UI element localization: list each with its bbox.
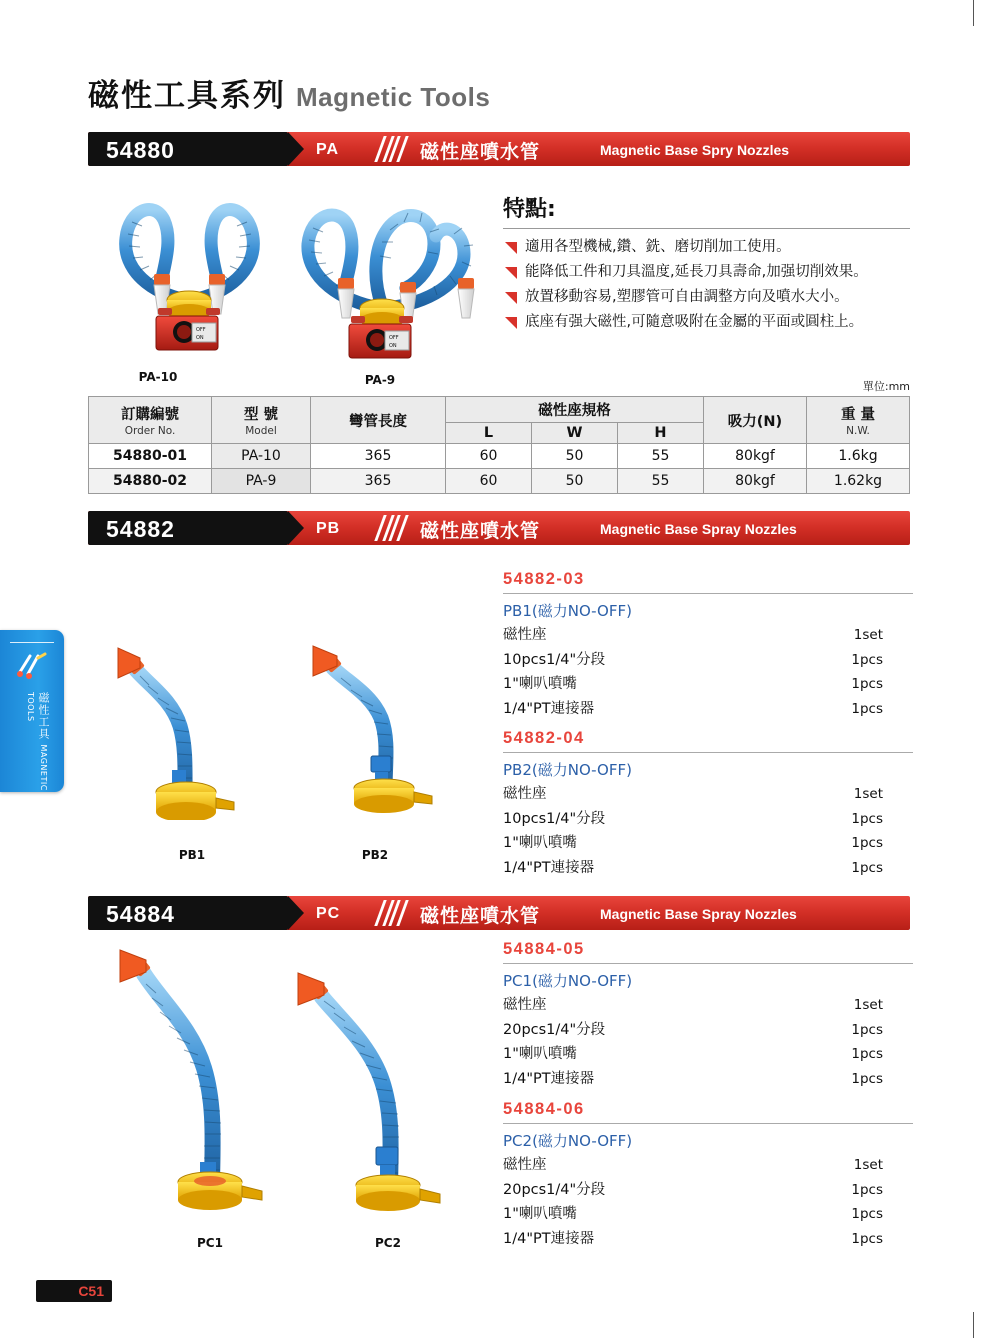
item-qty: 1pcs	[851, 651, 883, 668]
bullet-arrow-icon	[505, 242, 517, 254]
feature-text: 放置移動容易,塑膠管可自由調整方向及噴水大小。	[525, 289, 849, 305]
cell-weight: 1.62kg	[807, 469, 910, 494]
item-block-54882-03	[503, 570, 913, 721]
section-model: PC	[316, 905, 341, 922]
side-tab-magnetic-tools[interactable]	[0, 630, 64, 792]
section-code: 54882	[106, 516, 175, 542]
item-block-54884-05	[503, 940, 913, 1091]
item-block-54882-04	[503, 729, 913, 880]
item-label: 1"喇叭噴嘴	[503, 676, 577, 692]
spec-table	[88, 396, 910, 494]
item-label: 10pcs1/4"分段	[503, 810, 606, 827]
caption-pa9: PA-9	[364, 373, 396, 387]
section-code: 54880	[106, 137, 175, 163]
item-label: 磁性座	[503, 997, 547, 1013]
section-name-cn: 磁性座噴水管	[420, 520, 541, 542]
item-divider	[503, 593, 913, 594]
feature-text: 底座有强大磁性,可隨意吸附在金屬的平面或圓柱上。	[525, 314, 864, 330]
item-row	[503, 672, 913, 697]
item-label: 1"喇叭噴嘴	[503, 1046, 577, 1062]
item-label: 20pcs1/4"分段	[503, 1181, 606, 1198]
item-qty: 1set	[853, 1157, 883, 1173]
item-label: 磁性座	[503, 1157, 547, 1173]
section-name-en: Magnetic Base Spray Nozzles	[600, 521, 797, 537]
item-qty: 1pcs	[851, 1021, 883, 1038]
header-order-no	[89, 397, 212, 444]
feature-item	[503, 261, 913, 284]
cell-w: 50	[531, 469, 617, 494]
feature-item	[503, 311, 913, 334]
page-number-tag	[36, 1280, 112, 1302]
header-order-no-en: Order No.	[124, 425, 176, 437]
product-image-pb2	[285, 620, 445, 820]
item-row	[503, 1067, 913, 1092]
cell-h: 55	[617, 469, 703, 494]
header-model	[212, 397, 311, 444]
svg-text:ON: ON	[389, 343, 397, 349]
header-weight	[807, 397, 910, 444]
item-code: 54882-03	[503, 570, 585, 588]
feature-text: 適用各型機械,鑽、銑、磨切削加工使用。	[525, 239, 791, 255]
item-label: 磁性座	[503, 627, 547, 643]
features-list	[503, 236, 913, 336]
item-qty: 1pcs	[851, 676, 883, 692]
crop-mark-bottom-right	[973, 1312, 974, 1338]
item-qty: 1pcs	[851, 810, 883, 827]
item-qty: 1pcs	[851, 1206, 883, 1222]
table-row	[89, 469, 910, 494]
item-label: 1/4"PT連接器	[503, 700, 595, 717]
side-tab-divider	[10, 642, 54, 643]
item-qty: 1pcs	[851, 859, 883, 876]
header-force: 吸力(N)	[704, 397, 807, 444]
item-row	[503, 1227, 913, 1252]
item-label: 磁性座	[503, 786, 547, 802]
item-subtitle: PC2(磁力NO-OFF)	[503, 1132, 633, 1150]
caption-pc2: PC2	[375, 1236, 401, 1250]
svg-text:ON: ON	[196, 335, 204, 341]
product-image-pa9	[268, 182, 488, 362]
item-block-54884-06	[503, 1100, 913, 1251]
feature-item	[503, 236, 913, 259]
item-row	[503, 648, 913, 673]
item-divider	[503, 752, 913, 753]
cell-order-no: 54880-01	[89, 444, 212, 469]
item-label: 10pcs1/4"分段	[503, 651, 606, 668]
caption-pb2: PB2	[361, 848, 389, 862]
item-label: 1"喇叭噴嘴	[503, 1206, 577, 1222]
item-qty: 1pcs	[851, 835, 883, 851]
item-qty: 1set	[853, 786, 883, 802]
cell-force: 80kgf	[704, 469, 807, 494]
section-model: PA	[316, 141, 340, 158]
cell-order-no: 54880-02	[89, 469, 212, 494]
cell-l: 60	[446, 444, 532, 469]
chevron-right-icon	[393, 136, 406, 162]
item-row	[503, 623, 913, 648]
cell-l: 60	[446, 469, 532, 494]
item-qty: 1set	[853, 997, 883, 1013]
item-subtitle: PB1(磁力NO-OFF)	[503, 602, 632, 620]
item-row	[503, 1042, 913, 1067]
unit-note: 單位:mm	[862, 380, 910, 393]
item-code: 54884-05	[503, 940, 585, 958]
item-label: 1"喇叭噴嘴	[503, 835, 577, 851]
header-order-no-cn: 訂購編號	[121, 407, 179, 423]
item-divider	[503, 1123, 913, 1124]
table-header-row	[89, 397, 910, 423]
item-row	[503, 1202, 913, 1227]
cell-model: PA-10	[212, 444, 311, 469]
svg-text:OFF: OFF	[389, 335, 399, 341]
features-title: 特點:	[503, 197, 556, 222]
item-label: 1/4"PT連接器	[503, 859, 595, 876]
product-image-pc2	[280, 965, 450, 1235]
side-tab-label-cn: 磁性工具	[37, 692, 50, 740]
item-row	[503, 697, 913, 722]
feature-text: 能降低工件和刀具溫度,延長刀具壽命,加强切削效果。	[525, 264, 868, 280]
caption-pa10: PA-10	[138, 370, 178, 384]
cell-w: 50	[531, 444, 617, 469]
item-row	[503, 1153, 913, 1178]
section-code: 54884	[106, 901, 175, 927]
caption-pc1: PC1	[197, 1236, 223, 1250]
header-tube-length: 彎管長度	[311, 397, 446, 444]
header-w: W	[531, 423, 617, 444]
crop-mark-top-right	[973, 0, 974, 26]
features-divider	[503, 228, 910, 229]
item-subtitle: PB2(磁力NO-OFF)	[503, 761, 632, 779]
section-name-cn: 磁性座噴水管	[420, 141, 541, 163]
item-divider	[503, 963, 913, 964]
header-model-cn: 型 號	[243, 407, 279, 423]
bullet-arrow-icon	[505, 317, 517, 329]
product-image-pb1	[100, 620, 260, 820]
item-label: 1/4"PT連接器	[503, 1230, 595, 1247]
item-row	[503, 1018, 913, 1043]
cell-tube-length: 365	[311, 469, 446, 494]
chevron-right-icon	[393, 900, 406, 926]
item-subtitle: PC1(磁力NO-OFF)	[503, 972, 633, 990]
feature-item	[503, 286, 913, 309]
cell-weight: 1.6kg	[807, 444, 910, 469]
page-title	[88, 70, 490, 115]
svg-text:OFF: OFF	[196, 327, 206, 333]
bullet-arrow-icon	[505, 292, 517, 304]
cell-h: 55	[617, 444, 703, 469]
magnetic-tool-icon	[14, 650, 52, 680]
header-weight-cn: 重 量	[840, 407, 876, 423]
section-model: PB	[316, 520, 341, 537]
header-h: H	[617, 423, 703, 444]
side-tab-label	[24, 692, 50, 792]
item-qty: 1pcs	[851, 700, 883, 717]
header-weight-en: N.W.	[846, 425, 870, 437]
cell-tube-length: 365	[311, 444, 446, 469]
section-bar-54884	[88, 896, 910, 930]
item-qty: 1pcs	[851, 1181, 883, 1198]
page-title-cn: 磁性工具系列	[88, 78, 286, 114]
cell-force: 80kgf	[704, 444, 807, 469]
section-name-en: Magnetic Base Spry Nozzles	[600, 142, 790, 158]
bullet-arrow-icon	[505, 267, 517, 279]
product-image-pa10	[92, 182, 282, 362]
product-image-pc1	[100, 940, 270, 1230]
page-title-en: Magnetic Tools	[296, 82, 491, 112]
item-row	[503, 856, 913, 881]
section-name-en: Magnetic Base Spray Nozzles	[600, 906, 797, 922]
item-qty: 1set	[853, 627, 883, 643]
item-qty: 1pcs	[851, 1046, 883, 1062]
header-model-en: Model	[245, 425, 277, 437]
item-row	[503, 831, 913, 856]
header-l: L	[446, 423, 532, 444]
item-label: 1/4"PT連接器	[503, 1070, 595, 1087]
item-row	[503, 993, 913, 1018]
item-label: 20pcs1/4"分段	[503, 1021, 606, 1038]
item-qty: 1pcs	[851, 1230, 883, 1247]
section-name-cn: 磁性座噴水管	[420, 905, 541, 927]
item-row	[503, 807, 913, 832]
table-row	[89, 444, 910, 469]
section-bar-54880	[88, 132, 910, 166]
item-row	[503, 782, 913, 807]
item-code: 54882-04	[503, 729, 585, 747]
item-code: 54884-06	[503, 1100, 585, 1118]
cell-model: PA-9	[212, 469, 311, 494]
side-tab-label-en: MAGNETIC TOOLS	[26, 692, 48, 791]
header-base-spec: 磁性座規格	[446, 397, 704, 423]
item-qty: 1pcs	[851, 1070, 883, 1087]
chevron-right-icon	[393, 515, 406, 541]
caption-pb1: PB1	[178, 848, 206, 862]
page-number: C51	[78, 1283, 104, 1299]
section-bar-54882	[88, 511, 910, 545]
item-row	[503, 1178, 913, 1203]
